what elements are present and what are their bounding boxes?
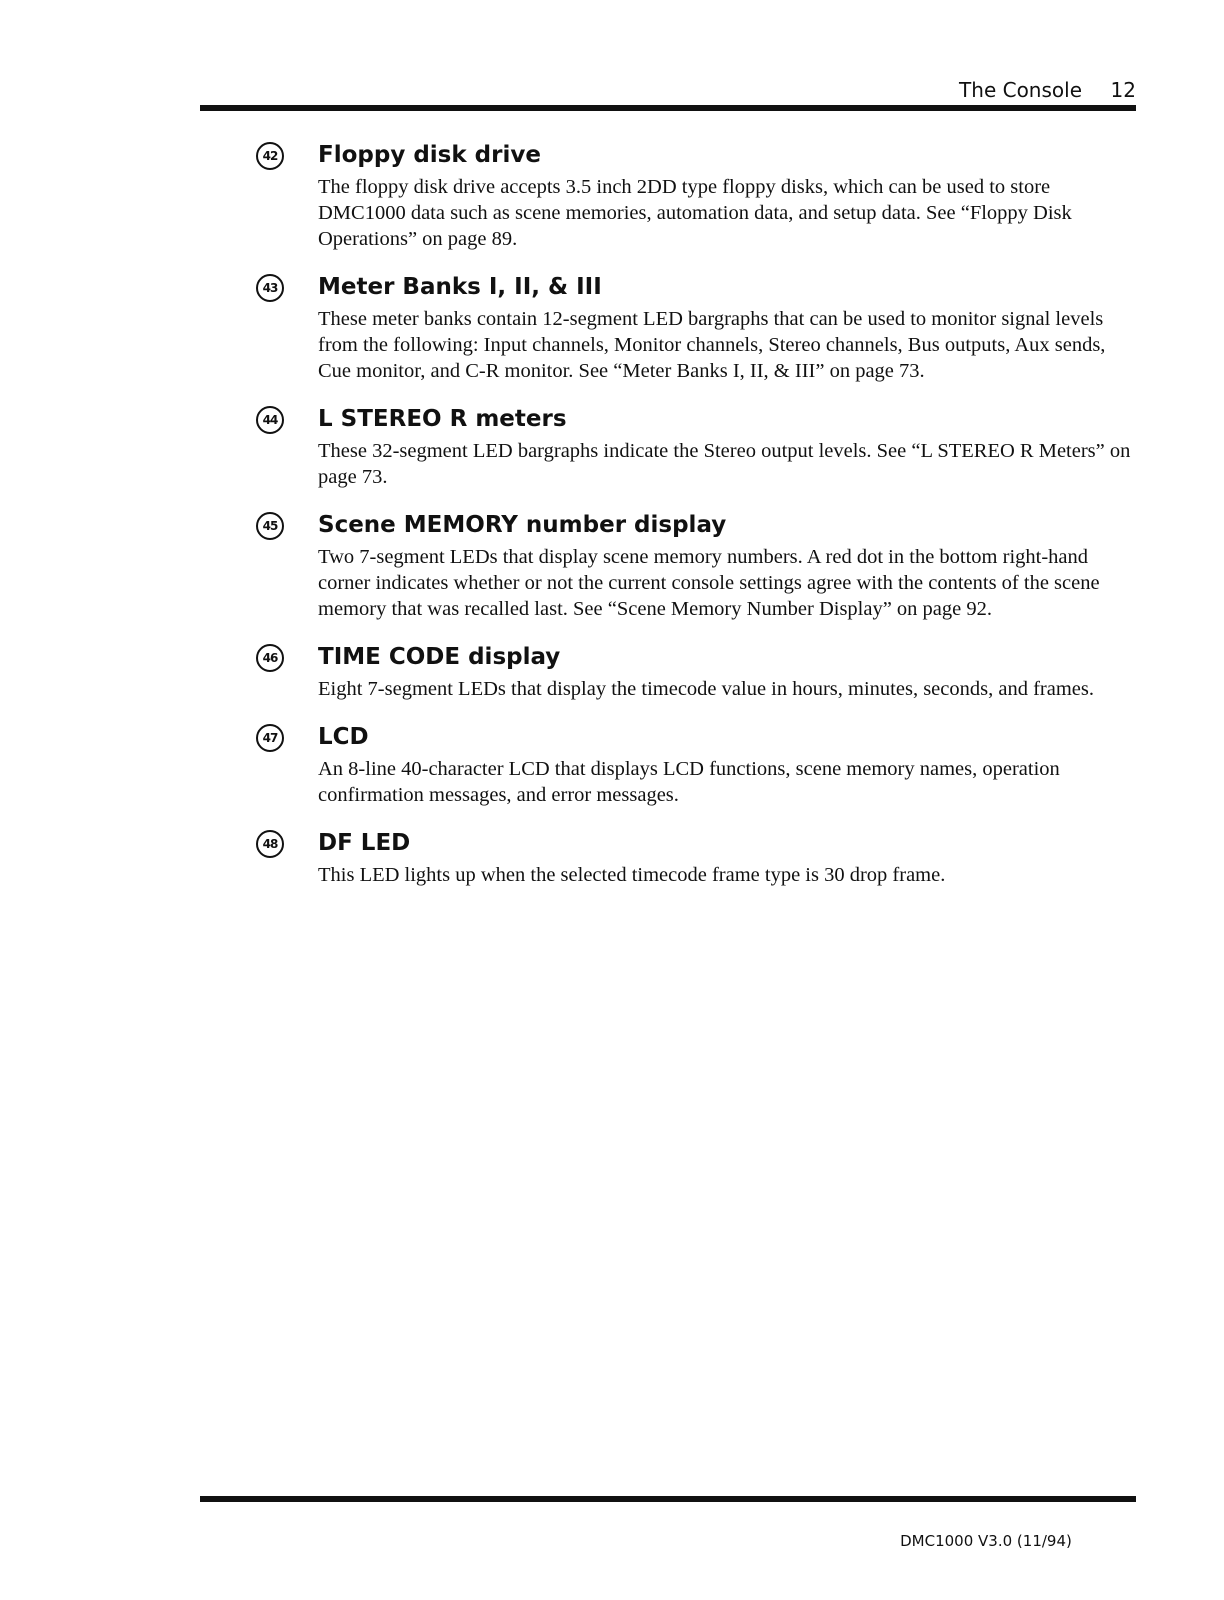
header-title: The Console [959,78,1082,102]
entry-stereo-meters [256,402,1136,490]
entry-floppy-disk-drive [256,138,1136,252]
entry-title: Scene MEMORY number display [318,512,727,538]
entry-description: This LED lights up when the selected timecode frame type is 30 drop frame. [318,864,946,886]
entry-description: These 32-segment LED bargraphs indicate the Stereo output levels. See “L STEREO R Meters” on page 73. [318,440,1131,488]
header-rule [200,105,1136,111]
entry-title: L STEREO R meters [318,406,567,432]
entry-df-led [256,826,1136,888]
entry-description: Two 7-segment LEDs that display scene memory numbers. A red dot in the bottom right-hand corner indicates whether or not the current console settings agree with the contents of the scene memory that was recalled last. See “Scene Memory Number Display” on page 92. [318,546,1100,620]
entry-number-badge: 42 [256,142,284,170]
entry-title: DF LED [318,830,411,856]
header-page-number: 12 [1110,78,1136,102]
entry-number-badge: 46 [256,644,284,672]
entry-number-badge: 43 [256,274,284,302]
entry-title: Floppy disk drive [318,142,541,168]
entry-meter-banks [256,270,1136,384]
entry-lcd [256,720,1136,808]
entry-description: The floppy disk drive accepts 3.5 inch 2DD type floppy disks, which can be used to store DMC1000 data such as scene memories, automation data, and setup data. See “Floppy Disk Operations” on page 89. [318,176,1072,250]
footer-version: DMC1000 V3.0 (11/94) [900,1532,1072,1550]
entry-number-badge: 47 [256,724,284,752]
entry-description: Eight 7-segment LEDs that display the timecode value in hours, minutes, seconds, and frames. [318,678,1094,700]
entry-scene-memory-display [256,508,1136,622]
entry-number-badge: 48 [256,830,284,858]
footer-rule [200,1496,1136,1502]
entry-title: TIME CODE display [318,644,561,670]
entry-list [256,138,1136,906]
entry-title: Meter Banks I, II, & III [318,274,602,300]
entry-time-code-display [256,640,1136,702]
entry-title: LCD [318,724,369,750]
entry-description: An 8-line 40-character LCD that displays LCD functions, scene memory names, operation confirmation messages, and error messages. [318,758,1060,806]
entry-description: These meter banks contain 12-segment LED bargraphs that can be used to monitor signal levels from the following: Input channels, Monitor channels, Stereo channels, Bus outputs, Aux sends, Cue monitor, and C-R monitor. See “Meter Banks I, II, & III” on page 73. [318,308,1106,382]
entry-number-badge: 44 [256,406,284,434]
entry-number-badge: 45 [256,512,284,540]
